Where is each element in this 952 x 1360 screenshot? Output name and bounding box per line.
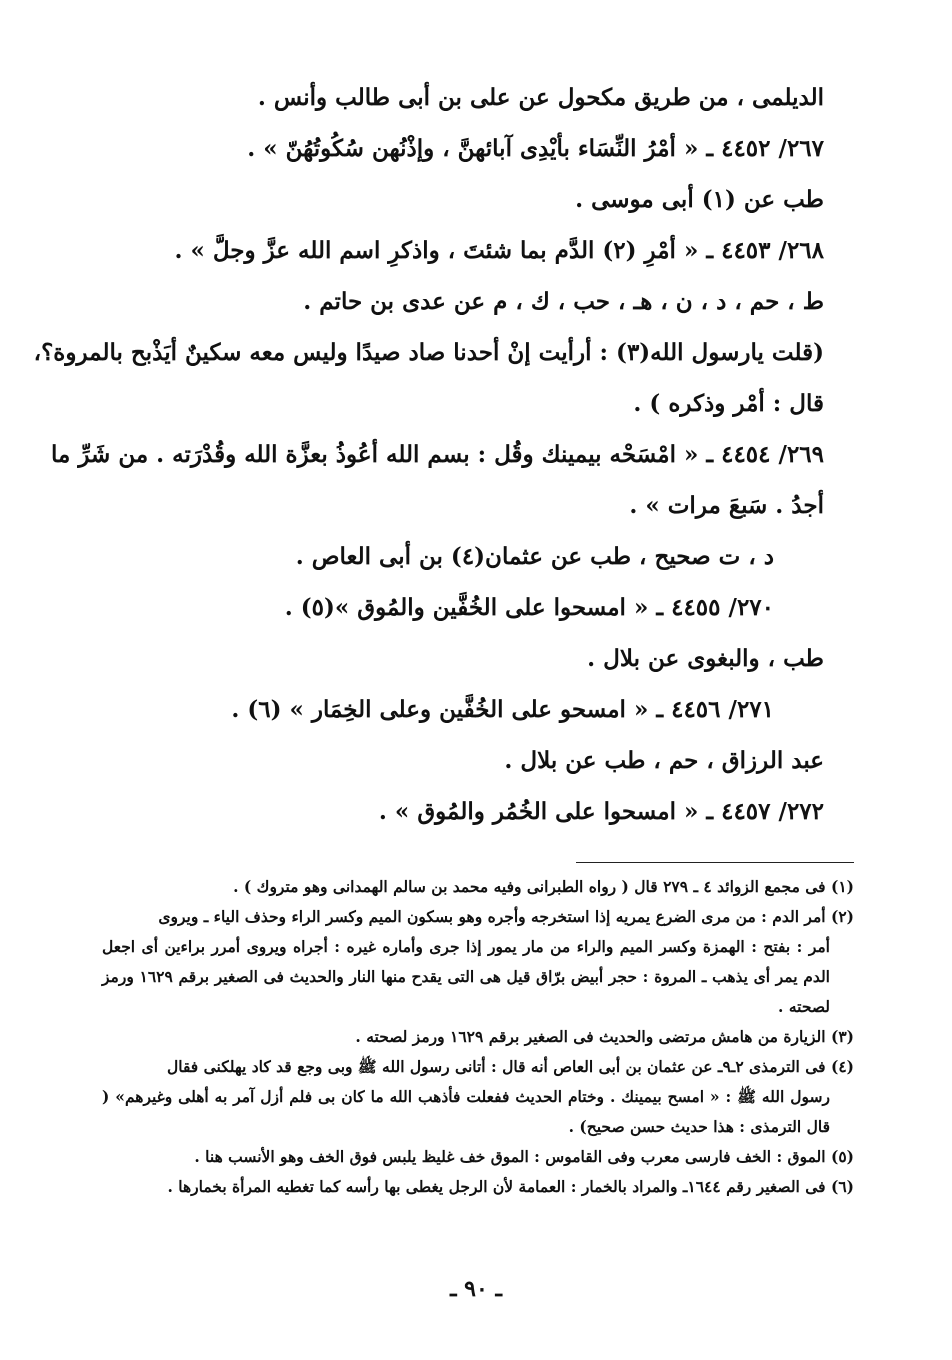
hadith-entry: ٢٦٨/ ٤٤٥٣ ـ « أمْرِ (٢) الدَّم بما شئتَ ، واذكرِ اسم الله عزَّ وجلَّ » .	[174, 237, 824, 264]
hadith-entry: ٢٧١/ ٤٤٥٦ ـ « امسحو على الخُفَّين وعلى الخِمَار » (٦) .	[231, 696, 774, 723]
footnote-text: (٥) الموق : الخف فارسى معرب وفى القاموس : الموق خف غليظ يلبس فوق الخف وهو الأنسب هنا .	[194, 1147, 854, 1166]
footnote-2	[102, 902, 854, 1022]
footnote-continuation: أمر : بفتح : الهمزة وكسر الميم والراء من مار يمور إذا جرى وأماره غيره : أجراه ويروى أمرر براءين أى اجعل الدم يمر أى يذهب ـ المروة : حجر أبيض برّاق قيل هى التى يقدح منها النار والحديث فى الصغير برقم ١٦٢٩ ورمز لصحته .	[102, 937, 830, 1016]
footnote-5	[102, 1142, 854, 1172]
footnote-text: (٤) فى الترمذى ٢ـ٩ـ عن عثمان بن أبى العاص أنه قال : أتانى رسول الله ﷺ وبى وجع قد كاد يهلكنى فقال	[166, 1057, 854, 1076]
text-line: (قلت يارسول الله(٣) : أرأيت إنْ أحدنا صاد صيدًا وليس معه سكينٌ أيَذْبح بالمروة؟،	[33, 339, 824, 366]
text-line: أجدُ . سَبعَ مرات » .	[629, 492, 824, 519]
hadith-entry: ٢٦٧/ ٤٤٥٢ ـ « أمْرُ النِّسَاء بأيْدِى آبائهنَّ ، وإذْنُهن سُكُوتُهُنّ » .	[247, 135, 824, 162]
text-line: قال : أمْر وذكره ) .	[633, 390, 824, 417]
footnote-text: (٦) فى الصغير رقم ١٦٤٤ـ والمراد بالخمار : العمامة لأن الرجل يغطى بها رأسه كما تغطيه المرأة بخمارها .	[167, 1177, 854, 1196]
source-line: طب ، والبغوى عن بلال .	[587, 645, 824, 672]
main-text	[33, 72, 824, 837]
footnote-divider	[576, 862, 854, 863]
footnote-text: (١) فى مجمع الزوائد ٤ ـ ٢٧٩ قال ( رواه الطبرانى وفيه محمد بن سالم الهمدانى وهو متروك ) .	[233, 877, 854, 896]
footnote-4	[102, 1052, 854, 1142]
hadith-entry: ٢٦٩/ ٤٤٥٤ ـ « امْسَحْه بيمينك وقُل : بسم الله أعُوذُ بعزَّة الله وقُدْرَته . من شَرِّ ما	[51, 441, 824, 468]
footnote-continuation: رسول الله ﷺ : « امسح بيمينك . وختام الحديث ففعلت فأذهب الله ما كان بى فلم أزل آمر به أهلى وغيرهم» ( قال الترمذى : هذا حديث حسن صحيح) .	[102, 1087, 830, 1136]
footnotes	[102, 872, 854, 1202]
footnote-text: (٣) الزيارة من هامش مرتضى والحديث فى الصغير برقم ١٦٢٩ ورمز لصحته .	[355, 1027, 854, 1046]
source-line: عبد الرزاق ، حم ، طب عن بلال .	[504, 747, 824, 774]
page-number: ـ ٩٠ ـ	[450, 1276, 502, 1302]
hadith-entry: ٢٧٠/ ٤٤٥٥ ـ « امسحوا على الخُفَّين والمُوق »(٥) .	[284, 594, 774, 621]
footnote-3	[102, 1022, 854, 1052]
source-line: طب عن (١) أبى موسى .	[575, 186, 824, 213]
footnote-text: (٢) أمر الدم : من مرى الضرع يمريه إذا استخرجه وأجره وهو بسكون الميم وكسر الراء وحذف الياء ـ ويروى	[158, 907, 854, 926]
footnote-6	[102, 1172, 854, 1202]
source-line: ط ، حم ، د ، ن ، هـ ، حب ، ك ، م عن عدى بن حاتم .	[303, 288, 824, 315]
text-line: الديلمى ، من طريق مكحول عن على بن أبى طالب وأنس .	[257, 84, 824, 111]
footnote-1	[102, 872, 854, 902]
hadith-entry: ٢٧٢/ ٤٤٥٧ ـ « امسحوا على الخُمُر والمُوق » .	[378, 798, 824, 825]
source-line: د ، ت صحيح ، طب عن عثمان(٤) بن أبى العاص .	[295, 543, 774, 570]
